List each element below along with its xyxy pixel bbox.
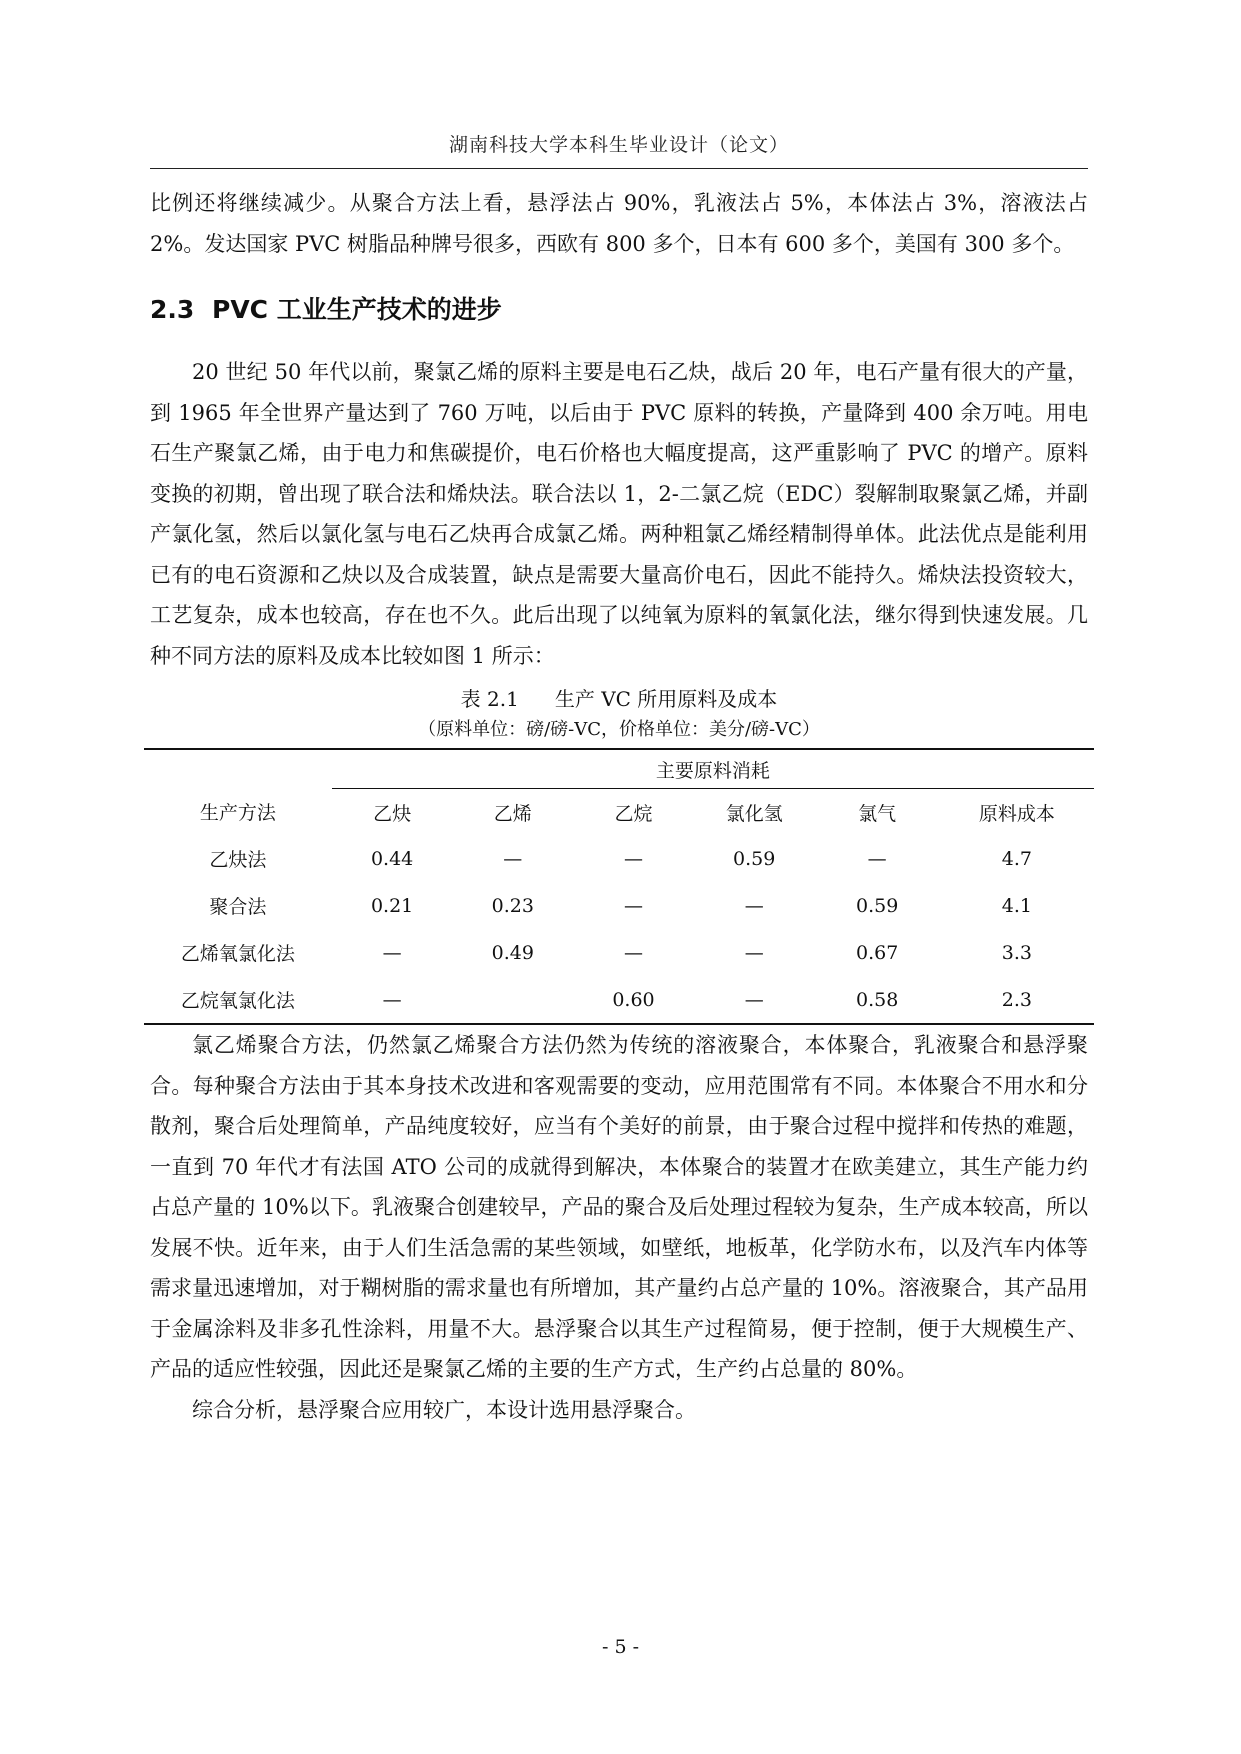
table-row	[144, 929, 1094, 976]
table-cell: 0.67	[855, 941, 899, 964]
table-cell: —	[503, 847, 523, 870]
column-header: 原料成本	[978, 802, 1055, 825]
table-cell: —	[624, 941, 643, 964]
table-row	[144, 976, 1094, 1024]
table-cell: —	[744, 894, 764, 917]
column-header: 乙烷	[614, 802, 653, 825]
table-cell: 0.44	[370, 847, 414, 870]
header-rule	[150, 168, 1088, 169]
table-caption-label: 表 2.1	[460, 687, 519, 711]
table-cell: 乙烯氧氯化法	[180, 943, 295, 965]
running-header: 湖南科技大学本科生毕业设计（论文）	[448, 134, 789, 156]
column-header: 乙烯	[493, 802, 532, 825]
table-cell: 0.59	[855, 894, 899, 917]
section-number: 2.3	[150, 295, 195, 324]
table-row	[144, 882, 1094, 929]
main-content	[150, 183, 1088, 1430]
table-cell: 0.59	[733, 847, 776, 870]
table-cell: 4.1	[1001, 894, 1032, 917]
paragraph-conclusion: 综合分析，悬浮聚合应用较广，本设计选用悬浮聚合。	[192, 1397, 696, 1422]
section-heading	[150, 290, 1088, 330]
table-group-header: 主要原料消耗	[332, 750, 1094, 789]
section-title: PVC 工业生产技术的进步	[212, 295, 502, 324]
paragraph-polymerization: 氯乙烯聚合方法，仍然氯乙烯聚合方法仍然为传统的溶液聚合，本体聚合，乳液聚合和悬浮聚合。每种聚合方法由于其本身技术改进和客观需要的变动，应用范围常有不同。本体聚合不用水和分散剂，聚合后处理简单，产品纯度较好，应当有个美好的前景，由于聚合过程中搅拌和传热的难题，一直到 70 年代才有法国 ATO 公司的成就得到解决，本体聚合的装置才在欧美建立，其生产能力约占总产量的 10%以下。乳液聚合创建较早，产品的聚合及后处理过程较为复杂，生产成本较高，所以发展不快。近年来，由于人们生活急需的某些领域，如壁纸，地板革，化学防水布，以及汽车内体等需求量迅速增加，对于糊树脂的需求量也有所增加，其产量约占总产量的 10%。溶液聚合，其产品用于金属涂料及非多孔性涂料，用量不大。悬浮聚合以其生产过程简易，便于控制，便于大规模生产、产品的适应性较强，因此还是聚氯乙烯的主要的生产方式，生产约占总量的 80%。	[150, 1033, 1088, 1381]
table-unit-note: （原料单位：磅/磅-VC，价格单位：美分/磅-VC）	[418, 719, 820, 740]
table-cell: 乙炔法	[209, 849, 267, 871]
column-header: 氯化氢	[725, 802, 783, 825]
table-cell: 聚合法	[209, 896, 267, 918]
table-row	[144, 835, 1094, 882]
table-cell: 乙烷氧氯化法	[144, 976, 332, 1024]
table-cell: —	[332, 976, 453, 1024]
column-header: 乙炔	[373, 802, 412, 825]
table-cell: 0.23	[491, 894, 534, 917]
table-cell: —	[624, 847, 643, 870]
table-cell: —	[694, 976, 815, 1024]
column-header: 生产方法	[199, 802, 276, 825]
paragraph-intro: 20 世纪 50 年代以前，聚氯乙烯的原料主要是电石乙炔，战后 20 年，电石产量有很大的产量，到 1965 年全世界产量达到了 760 万吨，以后由于 PVC 原料的转换，产量降到 400 余万吨。用电石生产聚氯乙烯，由于电力和焦碳提价，电石价格也大幅度提高，这严重影响了 PVC 的增产。原料变换的初期，曾出现了联合法和烯炔法。联合法以 1，2-二氯乙烷（EDC）裂解制取聚氯乙烯，并副产氯化氢，然后以氯化氢与电石乙炔再合成氯乙烯。两种粗氯乙烯经精制得单体。此法优点是能利用已有的电石资源和乙炔以及合成装置，缺点是需要大量高价电石，因此不能持久。烯炔法投资较大，工艺复杂，成本也较高，存在也不久。此后出现了以纯氧为原料的氧氯化法，继尔得到快速发展。几种不同方法的原料及成本比较如图 1 所示：	[150, 360, 1088, 668]
column-header: 氯气	[858, 802, 897, 825]
table-caption	[150, 682, 1088, 716]
table-cell: —	[624, 894, 643, 917]
table-cell: 0.60	[573, 976, 694, 1024]
table-cell: 2.3	[940, 976, 1094, 1024]
table-cell: 4.7	[1001, 847, 1032, 870]
table-cell: 0.21	[370, 894, 414, 917]
paragraph-continued: 比例还将继续减少。从聚合方法上看，悬浮法占 90%，乳液法占 5%，本体法占 3%，溶液法占 2%。发达国家 PVC 树脂品种牌号很多，西欧有 800 多个，日本有 600 多个，美国有 300 多个。	[150, 191, 1088, 256]
table-cell: 0.58	[815, 976, 940, 1024]
page-number: - 5 -	[601, 1636, 639, 1658]
table-cell: —	[744, 941, 764, 964]
table-cell: —	[382, 941, 402, 964]
table-cell	[452, 976, 573, 1024]
table-cell: 3.3	[1001, 941, 1032, 964]
table-cell: 0.49	[491, 941, 534, 964]
cost-table	[144, 748, 1094, 1025]
table-caption-title: 生产 VC 所用原料及成本	[554, 687, 778, 711]
table-cell: —	[867, 847, 887, 870]
